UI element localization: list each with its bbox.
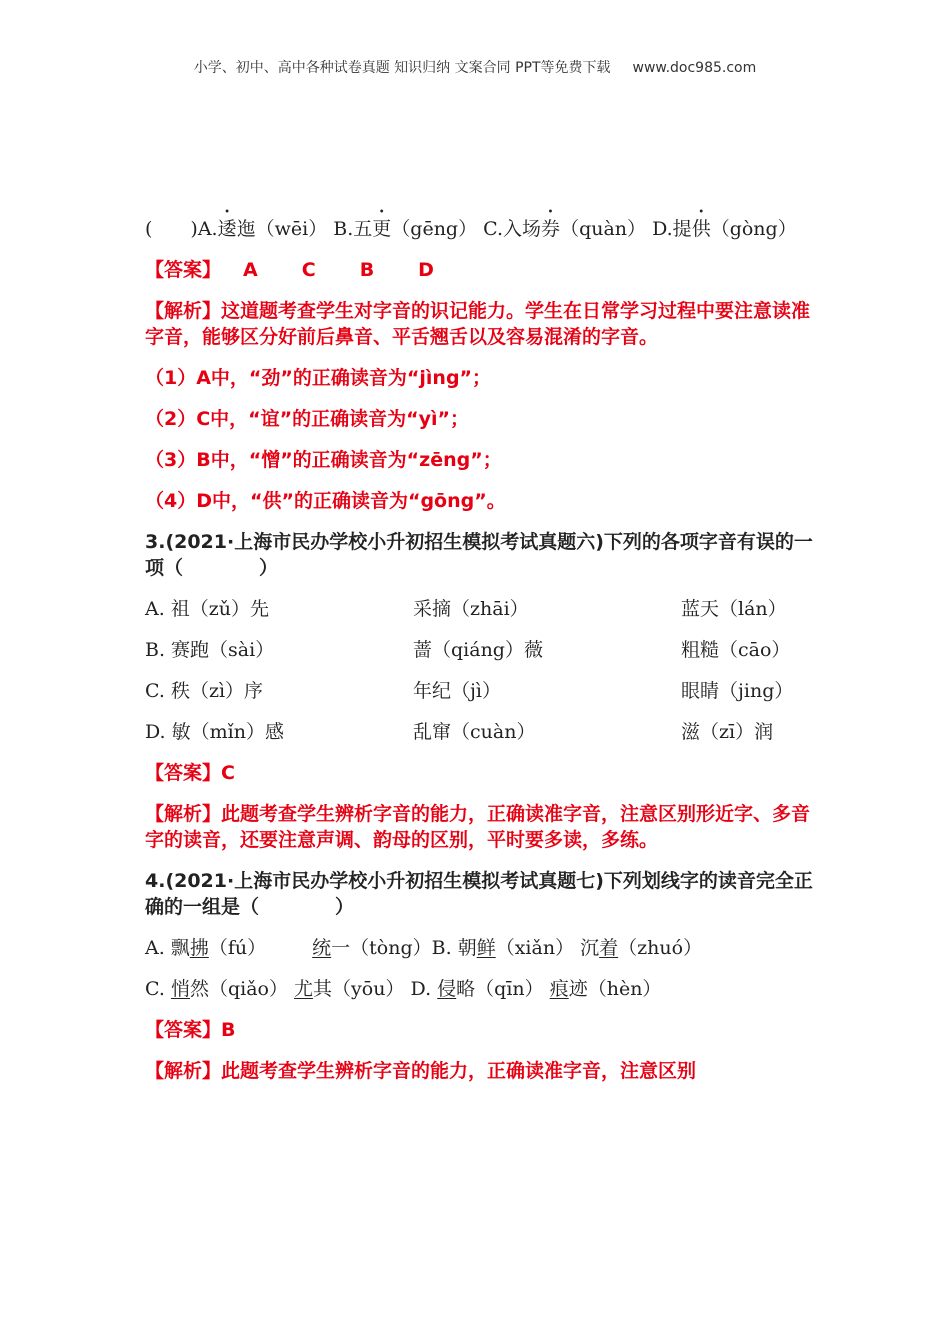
q4-options-line-1: A. 飘拂（fú） 统一（tòng）B. 朝鲜（xiǎn） 沉着（zhuó） xyxy=(145,937,703,959)
header-text: 小学、初中、高中各种试卷真题 知识归纳 文案合同 PPT等免费下载 xyxy=(193,60,611,76)
q2-note-2: （2）C中，“谊”的正确读音为“yì”； xyxy=(145,408,470,430)
q3-option-c: C. 秩（zì）序 年纪（jì） 眼睛（jing） xyxy=(145,680,794,702)
q2-answer: 【答案】 A C B D xyxy=(145,259,434,281)
q4-options-line-2: C. 悄然（qiǎo） 尤其（yōu） D. 侵略（qīn） 痕迹（hèn） xyxy=(145,978,662,1000)
q2-analysis: 【解析】这道题考查学生对字音的识记能力。学生在日常学习过程中要注意读准字音，能够区分好前后鼻音、平舌翘舌以及容易混淆的字音。 xyxy=(145,300,811,348)
q3-option-b: B. 赛跑（sài） 蔷（qiáng）薇 粗糙（cāo） xyxy=(145,639,791,661)
q2-note-1: （1）A中，“劲”的正确读音为“jìng”； xyxy=(145,367,492,389)
document-body xyxy=(145,207,813,1099)
q2-note-4: （4）D中，“供”的正确读音为“gōng”。 xyxy=(145,490,506,512)
q3-analysis: 【解析】此题考查学生辨析字音的能力，正确读准字音，注意区别形近字、多音字的读音，还要注意声调、韵母的区别，平时要多读，多练。 xyxy=(145,803,811,851)
q2-options: ( )A.逶迤（wēi） B.五更（gēng） C.入场券（quàn） D.提供（gòng） xyxy=(145,218,797,240)
q3-title: 3.(2021·上海市民办学校小升初招生模拟考试真题六)下列的各项字音有误的一项（ ） xyxy=(145,531,813,579)
q3-option-a: A. 祖（zǔ）先 采摘（zhāi） 蓝天（lán） xyxy=(145,598,787,620)
q4-title: 4.(2021·上海市民办学校小升初招生模拟考试真题七)下列划线字的读音完全正确的一组是（ ） xyxy=(145,870,813,918)
header-url[interactable]: www.doc985.com xyxy=(632,60,757,76)
page-header xyxy=(0,57,950,77)
q4-answer: 【答案】B xyxy=(145,1019,236,1041)
q3-option-d: D. 敏（mǐn）感 乱窜（cuàn） 滋（zī）润 xyxy=(145,721,774,743)
q4-analysis: 【解析】此题考查学生辨析字音的能力，正确读准字音，注意区别 xyxy=(145,1060,697,1082)
q3-answer: 【答案】C xyxy=(145,762,235,784)
q2-note-3: （3）B中，“憎”的正确读音为“zēng”； xyxy=(145,449,502,471)
